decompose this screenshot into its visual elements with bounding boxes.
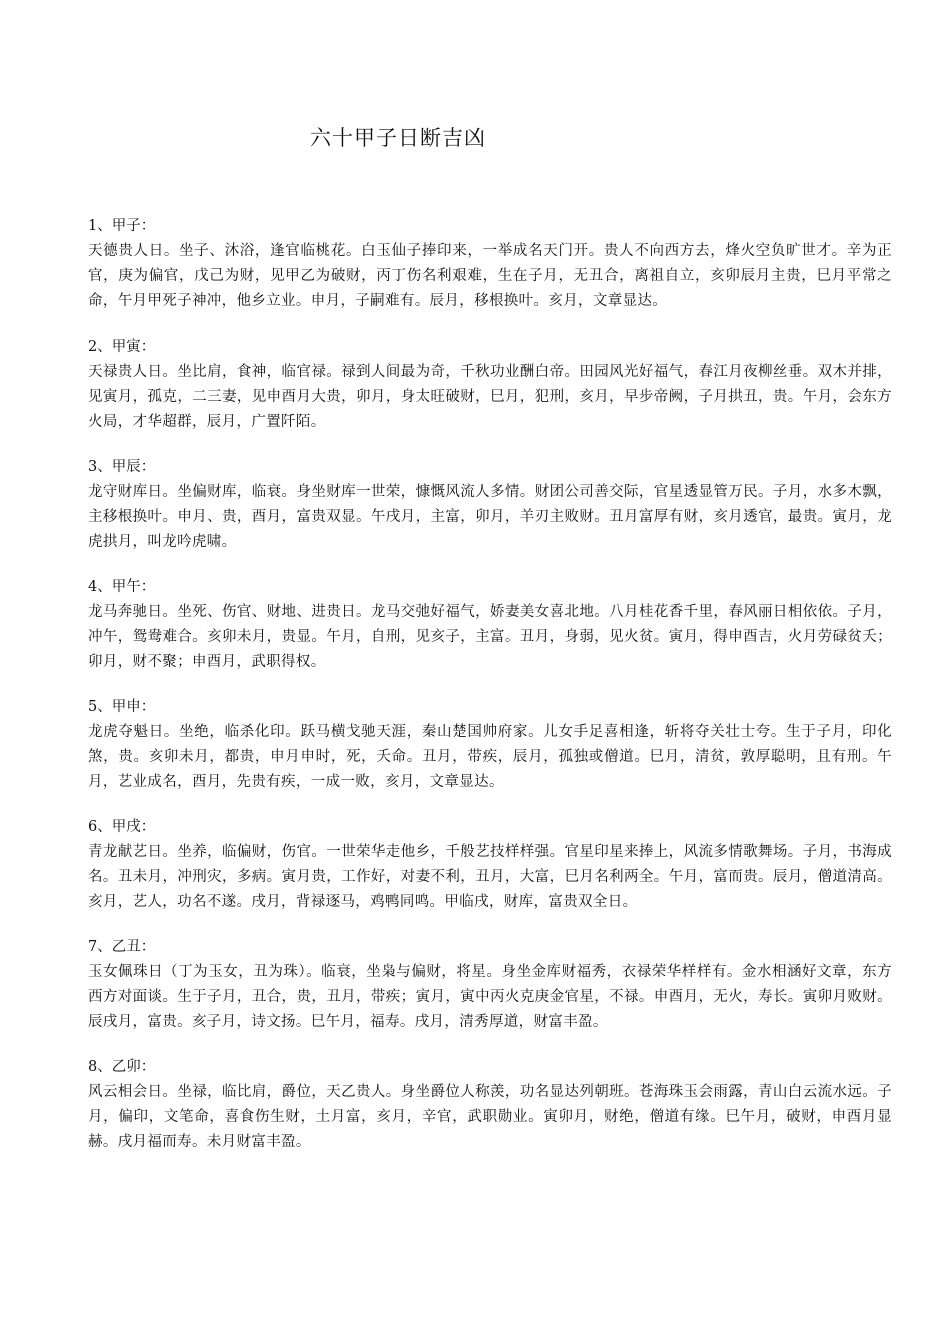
entry-heading: 5、甲申： bbox=[88, 699, 156, 715]
entry-8 bbox=[88, 1055, 892, 1155]
entry-body: 青龙献艺日。坐养，临偏财，伤官。一世荣华走他乡，千般艺技样样强。官星印星来捧上，风流多情歌舞场。子月，书海成名。丑未月，冲刑灾，多病。寅月贵，工作好，对妻不利，丑月，大富，巳月名利两全。午月，富而贵。辰月，僧道清高。亥月，艺人，功名不遂。戌月，背禄逐马，鸡鸭同鸣。甲临戌，财库，富贵双全日。 bbox=[88, 844, 892, 910]
entry-5 bbox=[88, 695, 892, 795]
entry-heading: 2、甲寅： bbox=[88, 339, 156, 355]
entry-heading: 8、乙卯： bbox=[88, 1059, 156, 1075]
entry-body: 龙虎夺魁日。坐绝，临杀化印。跃马横戈驰天涯，秦山楚国帅府家。儿女手足喜相逢，斩将夺关壮士夸。生于子月，印化煞，贵。亥卯未月，都贵，申月申时，死，夭命。丑月，带疾，辰月，孤独或僧道。巳月，清贫，敦厚聪明，且有刑。午月，艺业成名，酉月，先贵有疾，一成一败，亥月，文章显达。 bbox=[88, 724, 892, 790]
entry-body: 龙马奔驰日。坐死、伤官、财地、进贵日。龙马交弛好福气，娇妻美女喜北地。八月桂花香千里，春风丽日相依依。子月，冲午，鸳鸯难合。亥卯未月，贵显。午月，自刑，见亥子，主富。丑月，身弱，见火贫。寅月，得申酉吉，火月劳碌贫夭；卯月，财不聚；申酉月，武职得权。 bbox=[88, 604, 892, 670]
entry-7 bbox=[88, 935, 892, 1035]
document-title: 六十甲子日断吉凶 bbox=[310, 126, 486, 150]
entry-heading: 6、甲戌： bbox=[88, 819, 156, 835]
entry-list bbox=[88, 214, 892, 1175]
entry-body: 龙守财库日。坐偏财库，临衰。身坐财库一世荣，慷慨风流人多情。财团公司善交际，官星透显管万民。子月，水多木飘，主移根换叶。申月、贵，酉月，富贵双显。午戌月，主富，卯月，羊刃主败财。丑月富厚有财，亥月透官，最贵。寅月，龙虎拱月，叫龙吟虎啸。 bbox=[88, 484, 892, 550]
entry-6 bbox=[88, 815, 892, 915]
entry-4 bbox=[88, 575, 892, 675]
entry-heading: 4、甲午： bbox=[88, 579, 156, 595]
entry-body: 天禄贵人日。坐比肩，食神，临官禄。禄到人间最为奇，千秋功业酬白帝。田园风光好福气，春江月夜柳丝垂。双木并排，见寅月，孤克，二三妻，见申酉月大贵，卯月，身太旺破财，巳月，犯刑，亥月，早步帝阙，子月拱丑，贵。午月，会东方火局，才华超群，辰月，广置阡陌。 bbox=[88, 364, 892, 430]
entry-3 bbox=[88, 455, 892, 555]
entry-heading: 3、甲辰： bbox=[88, 459, 156, 475]
entry-body: 风云相会日。坐禄，临比肩，爵位，天乙贵人。身坐爵位人称羡，功名显达列朝班。苍海珠玉会雨露，青山白云流水远。子月，偏印，文笔命，喜食伤生财，土月富，亥月，辛官，武职勋业。寅卯月，财绝，僧道有缘。巳午月，破财，申酉月显赫。戌月福而寿。未月财富丰盈。 bbox=[88, 1084, 892, 1150]
entry-body: 玉女佩珠日（丁为玉女，丑为珠）。临衰，坐枭与偏财，将星。身坐金库财福秀，衣禄荣华样样有。金水相涵好文章，东方西方对面谈。生于子月，丑合，贵，丑月，带疾；寅月，寅中丙火克庚金官星，不禄。申酉月，无火，寿长。寅卯月败财。辰戌月，富贵。亥子月，诗文扬。巳午月，福寿。戌月，清秀厚道，财富丰盈。 bbox=[88, 964, 892, 1030]
entry-heading: 1、甲子： bbox=[88, 218, 156, 234]
entry-heading: 7、乙丑： bbox=[88, 939, 156, 955]
entry-body: 天德贵人日。坐子、沐浴，逢官临桃花。白玉仙子捧印来，一举成名天门开。贵人不向西方去，烽火空负旷世才。辛为正官，庚为偏官，戊己为财，见甲乙为破财，丙丁伤名利艰难，生在子月，无丑合，离祖自立，亥卯辰月主贵，巳月平常之命，午月甲死子神冲，他乡立业。申月，子嗣难有。辰月，移根换叶。亥月，文章显达。 bbox=[88, 243, 892, 309]
entry-1 bbox=[88, 214, 892, 314]
entry-2 bbox=[88, 335, 892, 435]
